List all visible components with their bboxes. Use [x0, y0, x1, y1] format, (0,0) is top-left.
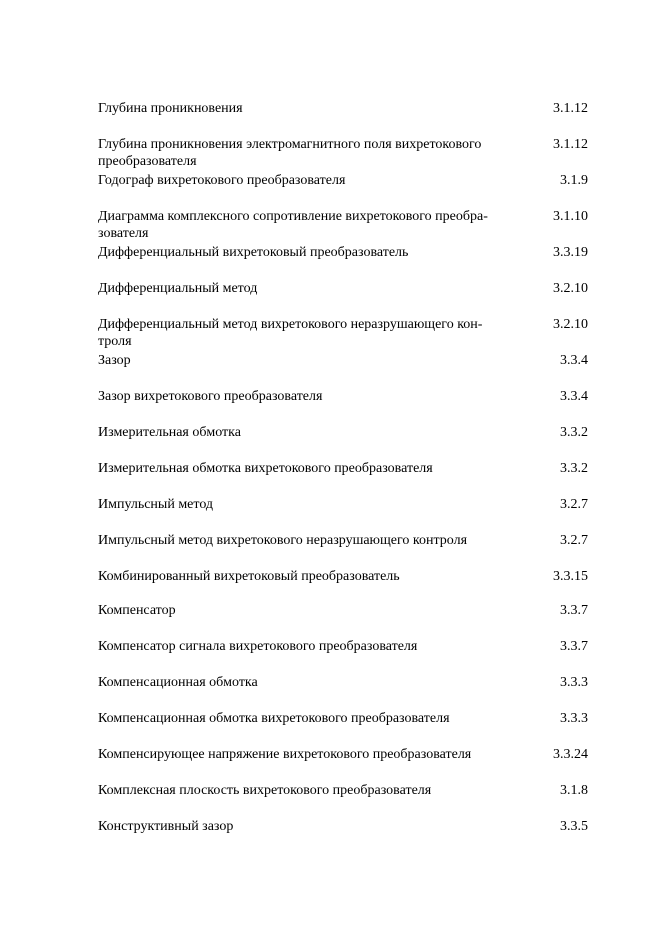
index-section-ref: 3.3.4 [560, 389, 588, 404]
index-section-ref: 3.3.4 [560, 353, 588, 368]
index-section-ref: 3.3.7 [560, 603, 588, 618]
index-section-ref: 3.3.15 [553, 569, 588, 584]
index-section-ref: 3.3.2 [560, 425, 588, 440]
index-section-ref: 3.3.5 [560, 819, 588, 834]
index-term-line: Глубина проникновения электромагнитного поля вихретокового [98, 137, 482, 152]
index-term-line: Импульсный метод вихретокового неразрушающего контроля [98, 533, 468, 548]
index-term [98, 244, 538, 261]
index-section-ref: 3.3.24 [553, 747, 588, 762]
index-section-ref: 3.3.7 [560, 639, 588, 654]
index-section-ref: 3.3.19 [553, 245, 588, 260]
index-term-line: Комплексная плоскость вихретокового преобразователя [98, 783, 432, 798]
index-section-ref: 3.1.9 [560, 173, 588, 188]
index-term [98, 568, 538, 585]
index-term [98, 674, 538, 691]
index-term [98, 316, 538, 350]
index-term-line: Зазор вихретокового преобразователя [98, 389, 323, 404]
index-section-ref: 3.2.10 [553, 281, 588, 296]
index-section-ref: 3.1.12 [553, 137, 588, 152]
index-term [98, 352, 538, 369]
index-term-line: Компенсатор сигнала вихретокового преобразователя [98, 639, 418, 654]
index-term [98, 710, 538, 727]
index-term [98, 172, 538, 189]
index-term [98, 602, 538, 619]
index-term-line: зователя [98, 226, 149, 241]
index-term [98, 460, 538, 477]
index-term-line: Дифференциальный вихретоковый преобразователь [98, 245, 409, 260]
index-term-line: Компенсационная обмотка [98, 675, 258, 690]
index-section-ref: 3.2.10 [553, 317, 588, 332]
index-term-line: Компенсирующее напряжение вихретокового преобразователя [98, 747, 472, 762]
index-term-line: Годограф вихретокового преобразователя [98, 173, 346, 188]
index-term-line: Импульсный метод [98, 497, 214, 512]
index-term [98, 496, 538, 513]
index-section-ref: 3.1.8 [560, 783, 588, 798]
index-term [98, 388, 538, 405]
index-term [98, 818, 538, 835]
index-term-line: Зазор [98, 353, 131, 368]
index-section-ref: 3.1.10 [553, 209, 588, 224]
index-section-ref: 3.3.3 [560, 711, 588, 726]
index-section-ref: 3.3.2 [560, 461, 588, 476]
index-term-line: Диаграмма комплексного сопротивление вихретокового преобра- [98, 209, 488, 224]
index-section-ref: 3.1.12 [553, 101, 588, 116]
index-term-line: Измерительная обмотка вихретокового преобразователя [98, 461, 433, 476]
index-term-line: троля [98, 334, 132, 349]
index-term-line: Комбинированный вихретоковый преобразователь [98, 569, 400, 584]
index-term [98, 208, 538, 242]
index-term-line: Компенсационная обмотка вихретокового преобразователя [98, 711, 450, 726]
index-section-ref: 3.3.3 [560, 675, 588, 690]
index-term-line: преобразователя [98, 154, 197, 169]
index-term [98, 782, 538, 799]
index-term [98, 280, 538, 297]
index-term-line: Измерительная обмотка [98, 425, 241, 440]
index-term [98, 424, 538, 441]
index-term [98, 100, 538, 117]
index-section-ref: 3.2.7 [560, 497, 588, 512]
index-term [98, 532, 538, 549]
index-term-line: Компенсатор [98, 603, 176, 618]
index-term-line: Глубина проникновения [98, 101, 243, 116]
index-term [98, 638, 538, 655]
index-term-line: Конструктивный зазор [98, 819, 234, 834]
index-term-line: Дифференциальный метод [98, 281, 258, 296]
index-term-line: Дифференциальный метод вихретокового неразрушающего кон- [98, 317, 483, 332]
index-term [98, 136, 538, 170]
index-section-ref: 3.2.7 [560, 533, 588, 548]
index-term [98, 746, 538, 763]
